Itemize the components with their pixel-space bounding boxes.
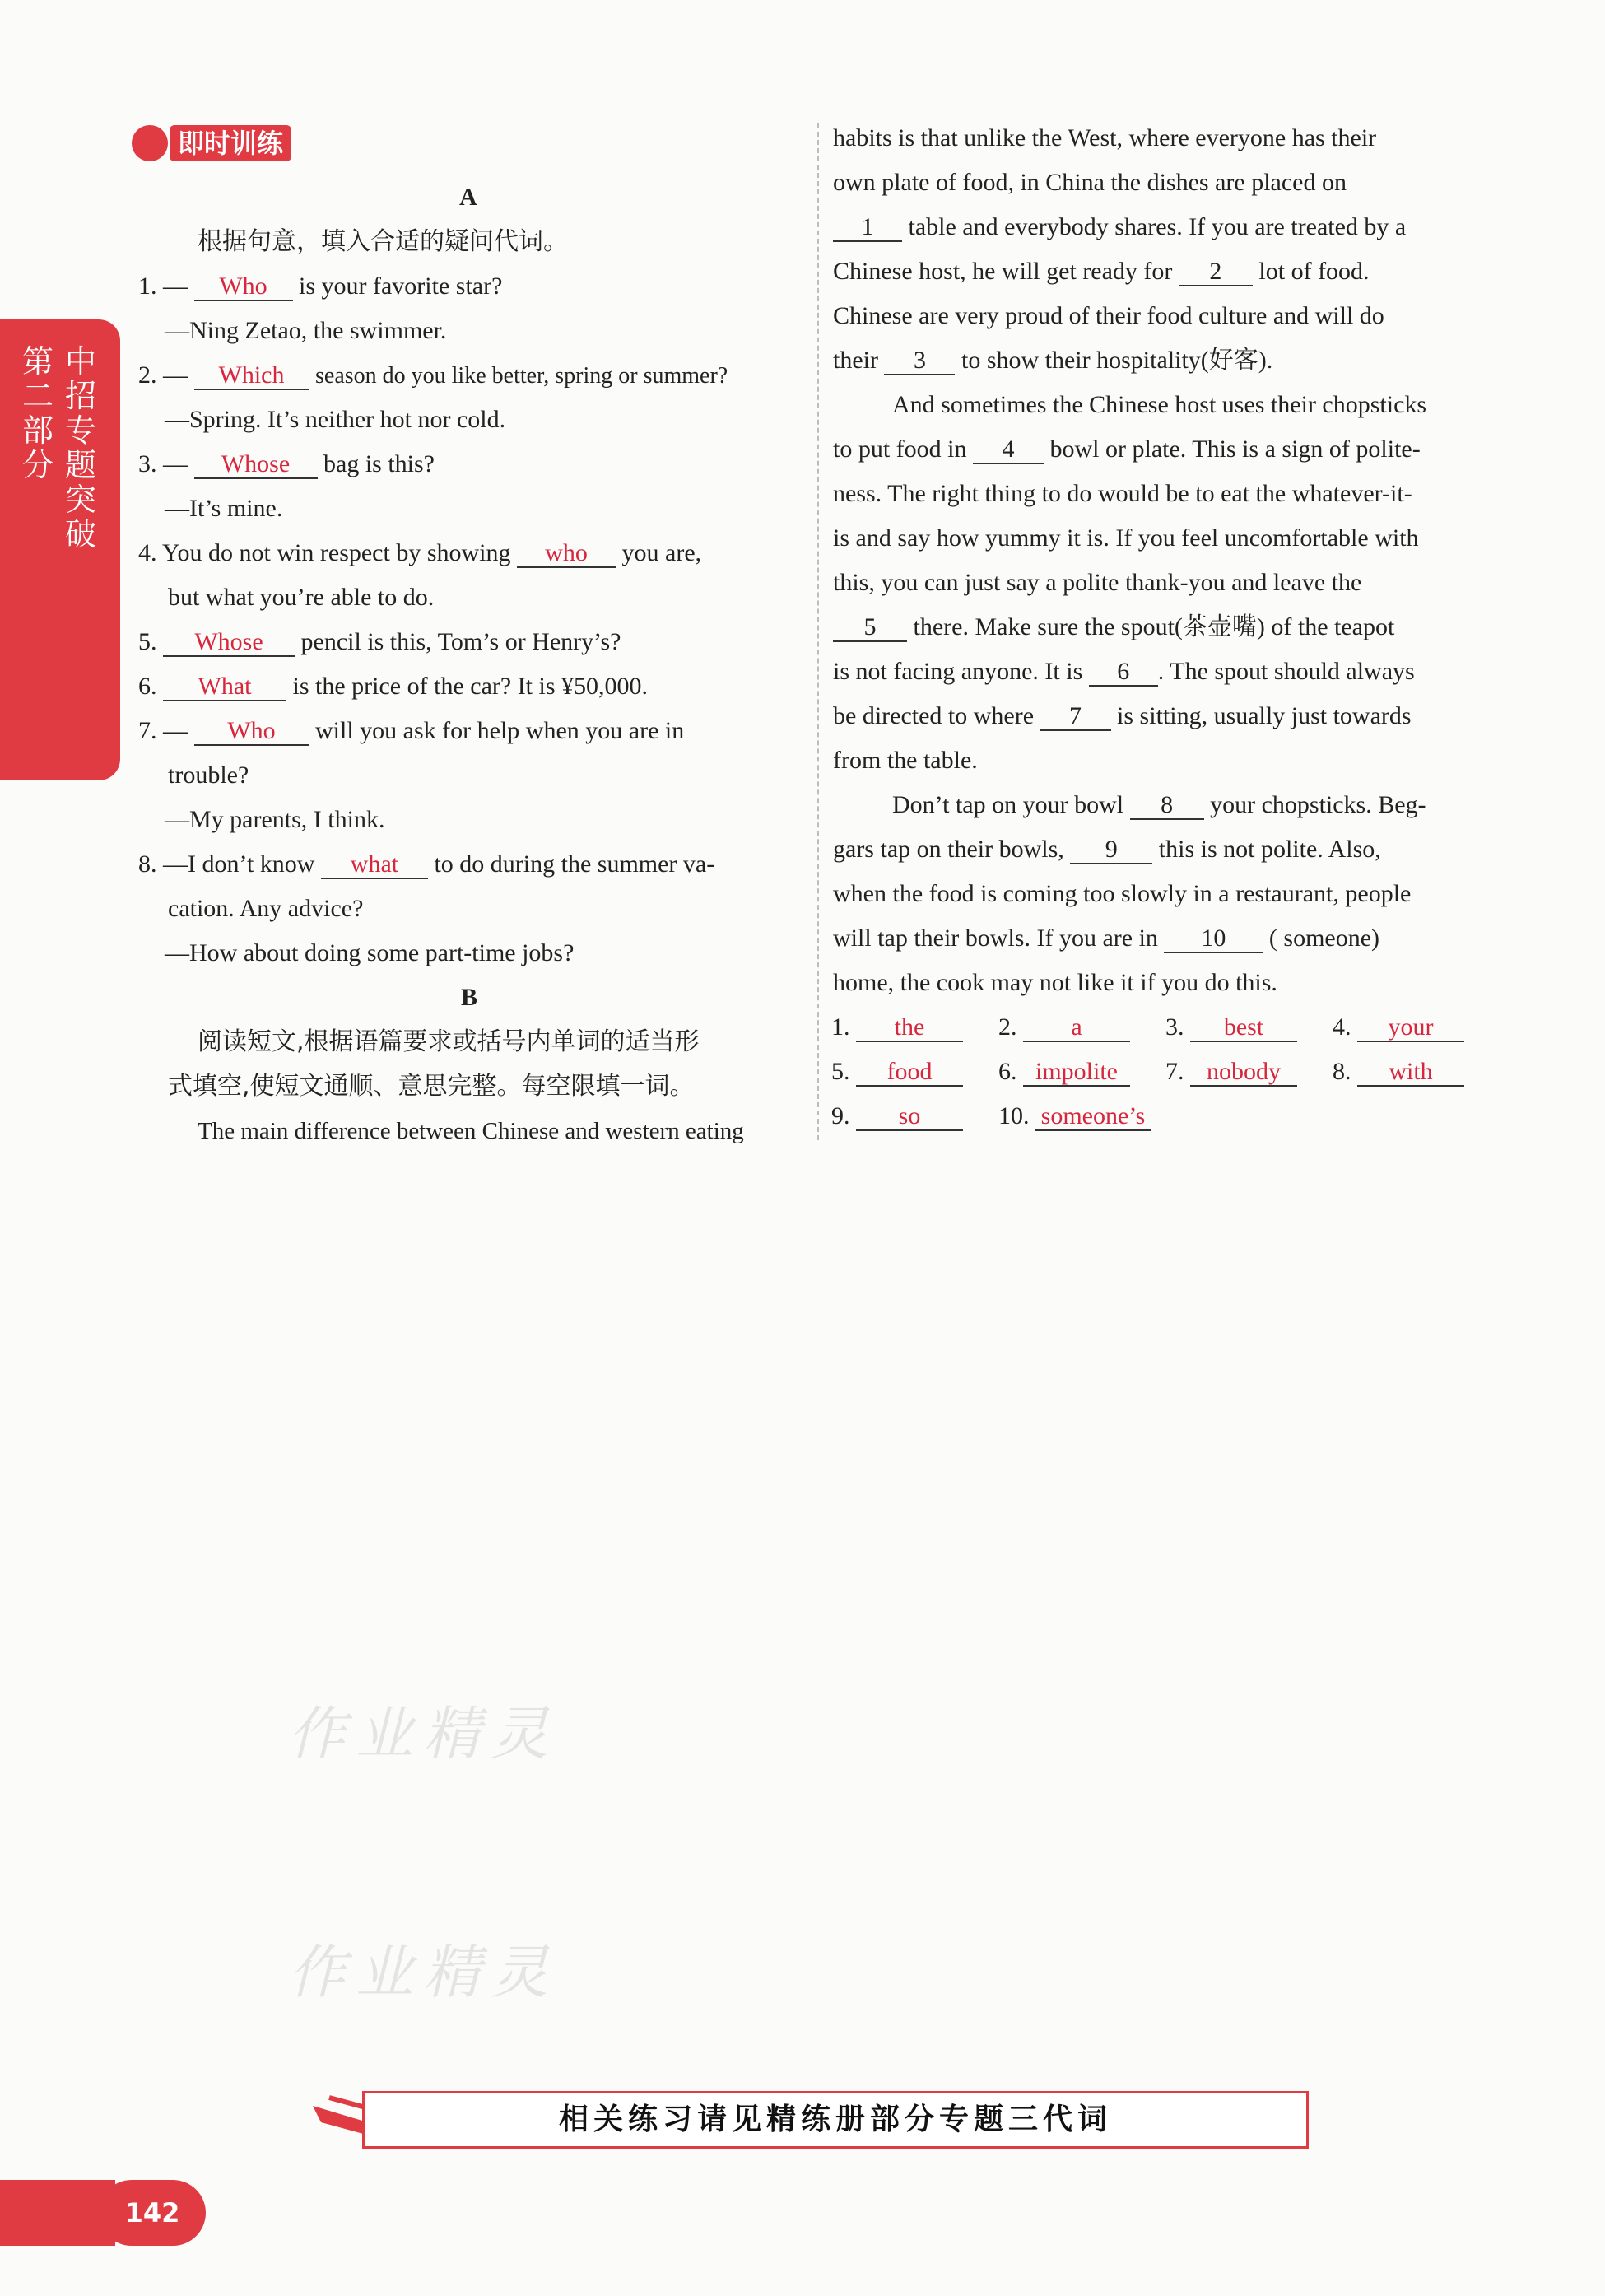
answer-b-9: so <box>898 1102 921 1129</box>
answer-5: Whose <box>194 628 263 655</box>
answer-b-6: impolite <box>1035 1058 1118 1085</box>
passage-line-15: from the table. <box>833 747 978 774</box>
passage-line-16: Don’t tap on your bowl 8 your chopsticks. Beg- <box>892 791 1426 818</box>
answer-b-3: best <box>1223 1013 1264 1041</box>
reply-2: —Spring. It’s neither hot nor cold. <box>165 406 506 433</box>
column-divider <box>817 123 819 1140</box>
answer-6: What <box>198 673 252 700</box>
side-tab-topic: 中招专题突破 <box>64 343 96 552</box>
answer-2: Which <box>218 361 285 389</box>
watermark: 作业精灵 <box>288 1939 558 2006</box>
badge-logo-icon <box>132 125 168 161</box>
watermark: 作业精灵 <box>288 1700 558 1767</box>
question-5: 5. Whose pencil is this, Tom’s or Henry’s? <box>138 628 621 655</box>
passage-line-2: own plate of food, in China the dishes are placed on <box>833 169 1347 196</box>
part-b-instruction-1: 阅读短文,根据语篇要求或括号内单词的适当形 <box>198 1027 700 1056</box>
page-number-bar <box>0 2180 115 2246</box>
passage-line-13: is not facing anyone. It is 6 . The spout should always <box>833 658 1415 685</box>
footer-note: 相关练习请见精练册部分专题三代词 <box>558 2103 1112 2136</box>
passage-line-10: is and say how yummy it is. If you feel uncomfortable with <box>833 524 1419 552</box>
answer-row-3: 9. so 10. someone’s <box>831 1101 1151 1131</box>
question-8-cont: cation. Any advice? <box>168 895 364 922</box>
passage-line-8: to put food in 4 bowl or plate. This is a sign of polite- <box>833 435 1421 463</box>
question-3: 3. — Whose bag is this? <box>138 450 435 477</box>
question-7: 7. — Who will you ask for help when you are in <box>138 717 685 744</box>
answer-7: Who <box>227 717 276 744</box>
page-number: 142 <box>99 2180 206 2246</box>
passage-line-11: this, you can just say a polite thank-you and leave the <box>833 569 1362 596</box>
question-6: 6. What is the price of the car? It is ¥50,000. <box>138 673 649 700</box>
badge-label: 即时训练 <box>170 125 291 161</box>
answer-b-4: your <box>1388 1013 1434 1041</box>
passage-line-12: 5 there. Make sure the spout(茶壶嘴) of the teapot <box>833 612 1394 642</box>
answer-b-2: a <box>1071 1013 1082 1041</box>
question-4-cont: but what you’re able to do. <box>168 584 435 611</box>
passage-line-9: ness. The right thing to do would be to eat the whatever-it- <box>833 480 1412 507</box>
answer-row-1: 1. the 2. a 3. best 4. your <box>831 1013 1464 1042</box>
answer-b-10: someone’s <box>1040 1102 1146 1129</box>
passage-line-3: 1 table and everybody shares. If you are treated by a <box>833 212 1406 242</box>
part-a-instruction: 根据句意，填入合适的疑问代词。 <box>198 227 568 256</box>
passage-line-19: will tap their bowls. If you are in 10 ( someone) <box>833 924 1380 952</box>
question-4: 4. You do not win respect by showing who you are, <box>138 539 702 566</box>
reply-7: —My parents, I think. <box>165 806 385 833</box>
part-b-heading: B <box>461 984 478 1011</box>
answer-4: who <box>545 539 588 566</box>
answer-b-1: the <box>894 1013 925 1041</box>
passage-line-20: home, the cook may not like it if you do this. <box>833 969 1277 996</box>
question-8: 8. —I don’t know what to do during the summer va- <box>138 850 715 878</box>
question-1: 1. — Who is your favorite star? <box>138 272 503 300</box>
answer-8: what <box>350 850 399 878</box>
passage-line-1: habits is that unlike the West, where everyone has their <box>833 124 1377 151</box>
reply-8: —How about doing some part-time jobs? <box>165 939 575 966</box>
answer-b-7: nobody <box>1207 1058 1281 1085</box>
section-badge <box>132 122 296 166</box>
question-7-cont: trouble? <box>168 761 249 789</box>
passage-line-14: be directed to where 7 is sitting, usually just towards <box>833 702 1412 729</box>
part-a-heading: A <box>459 184 477 211</box>
passage-line-6: their 3 to show their hospitality(好客). <box>833 347 1273 374</box>
answer-b-5: food <box>886 1058 933 1085</box>
reply-3: —It’s mine. <box>165 495 283 522</box>
answer-1: Who <box>219 272 268 300</box>
passage-line-0: The main difference between Chinese and western eating <box>198 1118 744 1144</box>
passage-line-18: when the food is coming too slowly in a restaurant, people <box>833 880 1412 907</box>
reply-1: —Ning Zetao, the swimmer. <box>165 317 447 344</box>
side-tab-part: 第二部分 <box>21 343 54 483</box>
part-b-instruction-2: 式填空,使短文通顺、意思完整。每空限填一词。 <box>168 1072 695 1101</box>
answer-row-2: 5. food 6. impolite 7. nobody 8. with <box>831 1057 1464 1087</box>
passage-line-4: Chinese host, he will get ready for 2 lot of food. <box>833 258 1370 285</box>
answer-b-8: with <box>1389 1058 1433 1085</box>
question-2: 2. — Which season do you like better, spring or summer? <box>138 361 728 389</box>
answer-3: Whose <box>221 450 291 477</box>
side-section-tab <box>0 319 120 780</box>
passage-line-17: gars tap on their bowls, 9 this is not polite. Also, <box>833 836 1381 863</box>
passage-line-7: And sometimes the Chinese host uses their chopsticks <box>892 391 1427 418</box>
passage-line-5: Chinese are very proud of their food culture and will do <box>833 302 1384 329</box>
